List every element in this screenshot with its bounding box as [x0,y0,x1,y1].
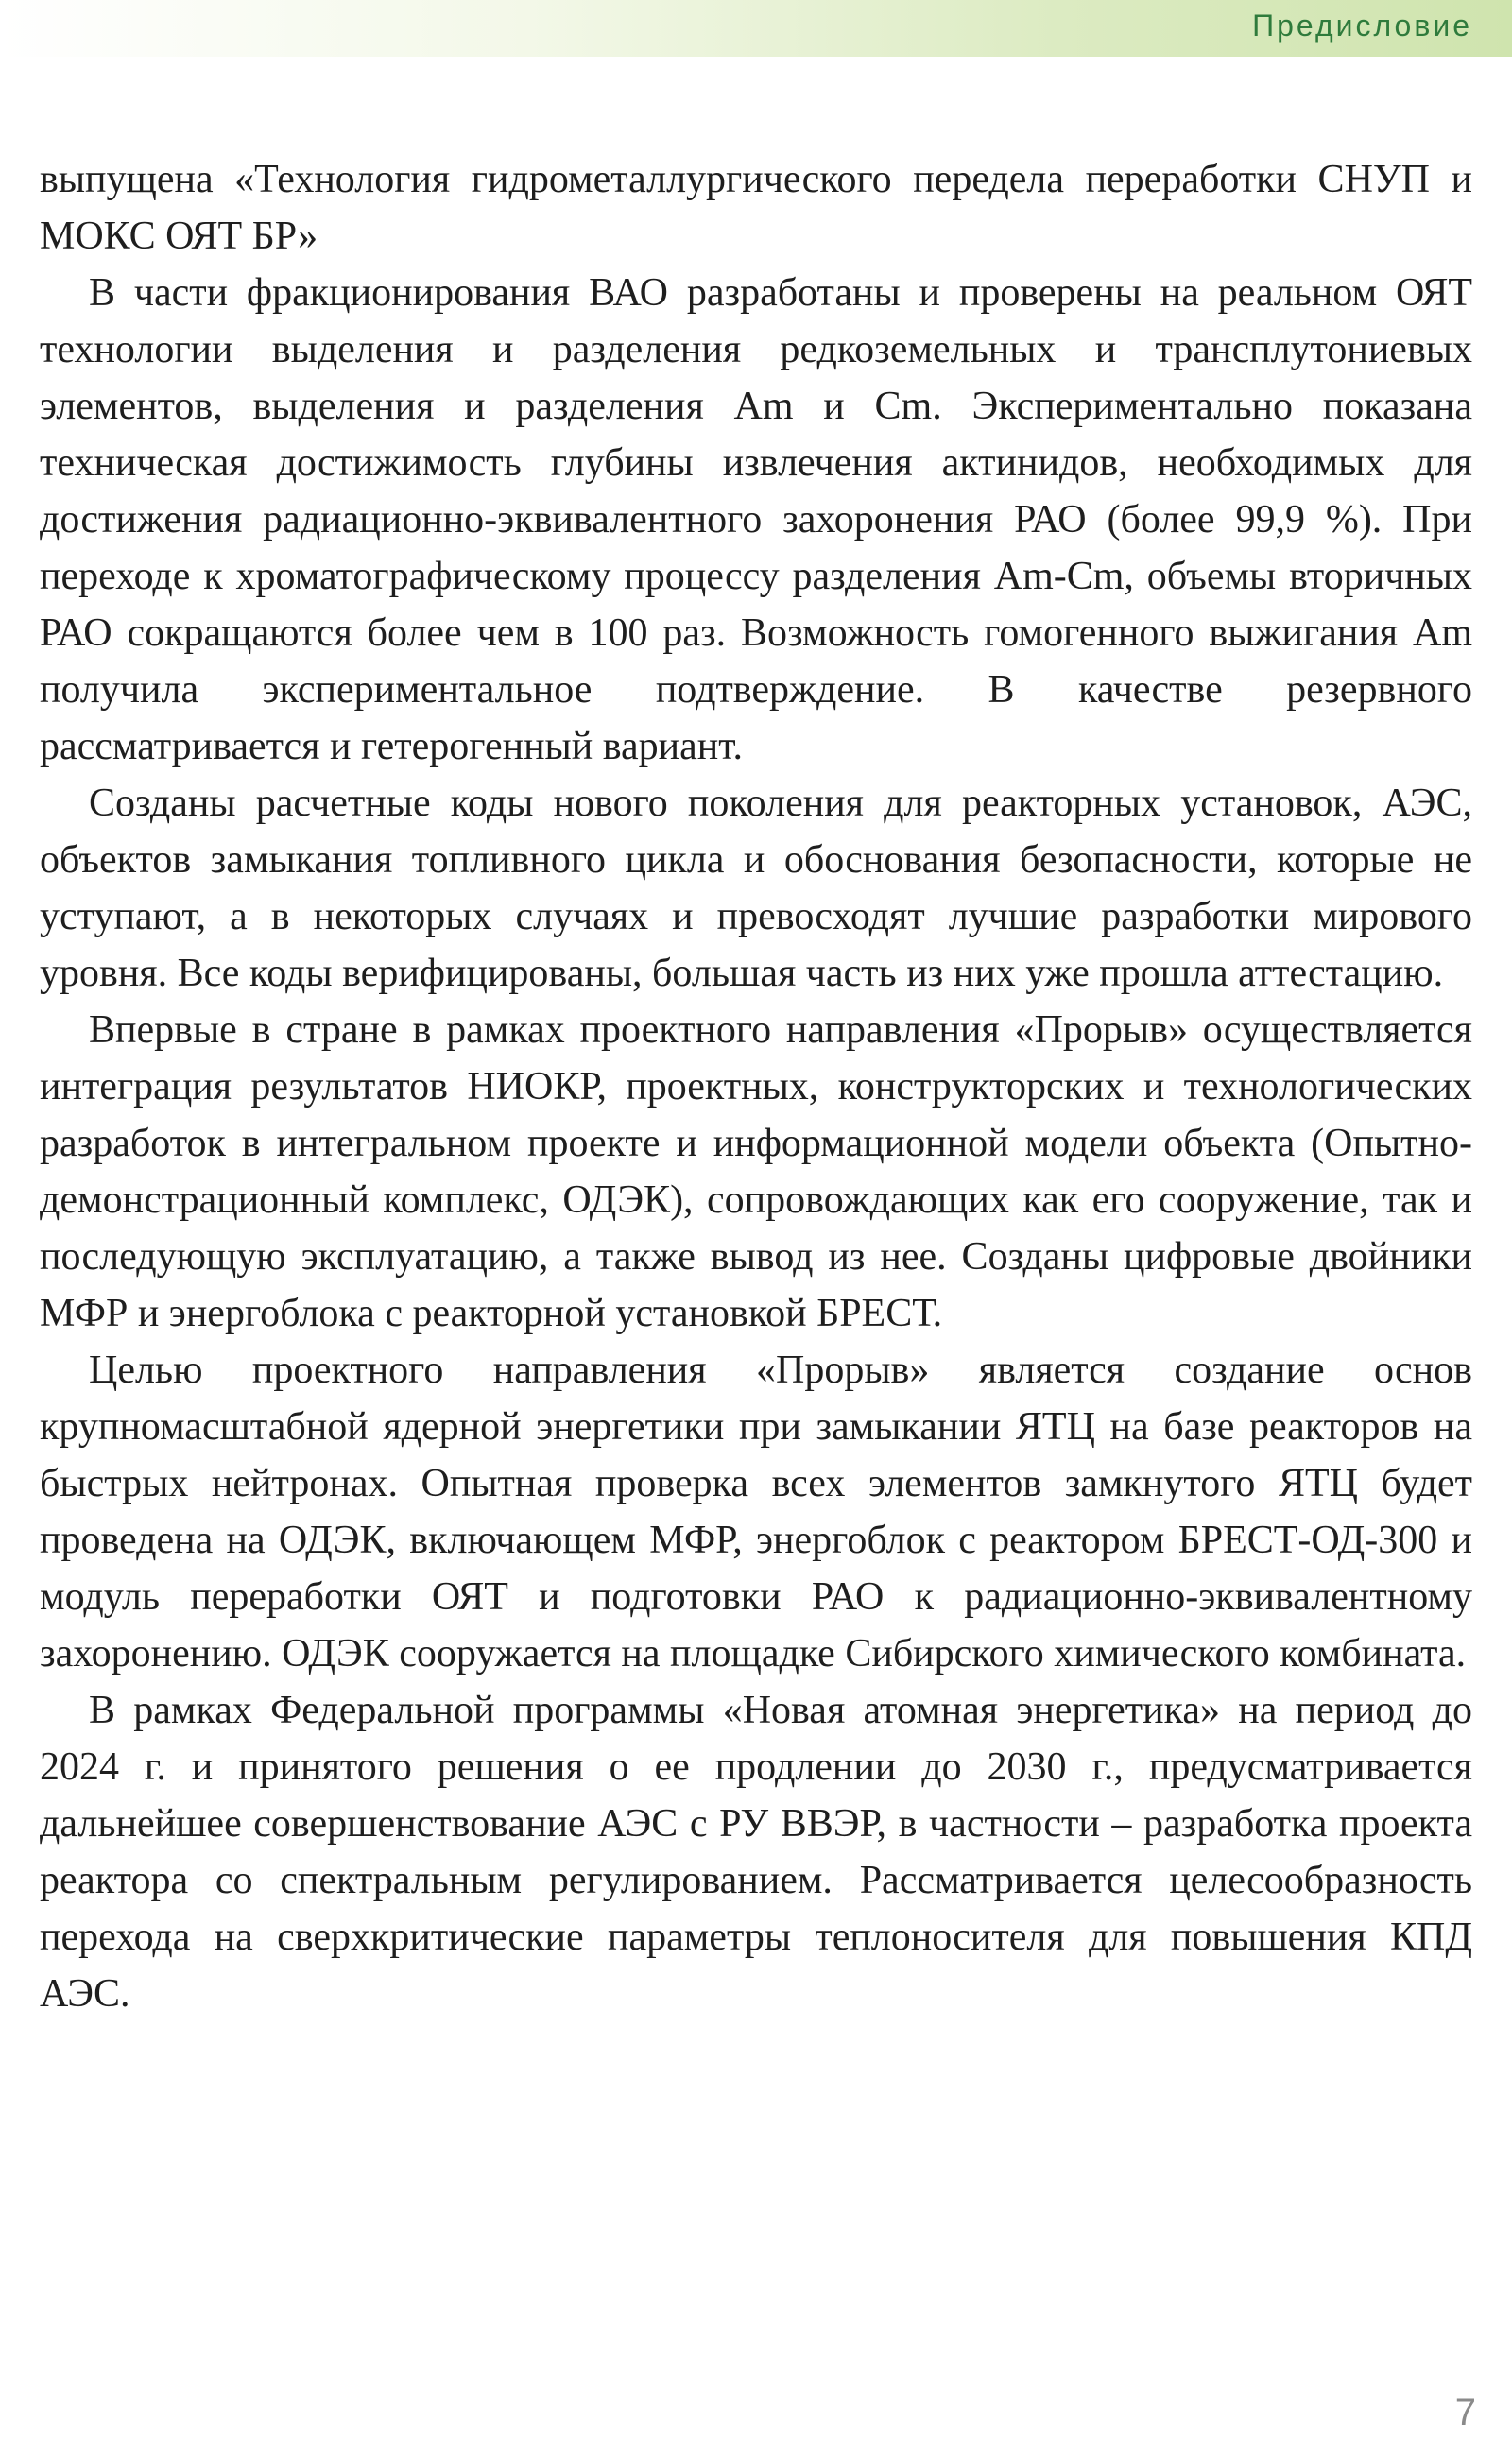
header-band [0,0,1512,57]
paragraph-fractionation: В части фракционирования ВАО разработаны и проверены на реальном ОЯТ технологии выделения и разделения редкоземельных и трансплутониевых элементов, выделения и разделения Am и Cm. Экспериментально показана техническая достижимость глубины извлечения актинидов, необходимых для достижения радиационно-эквивалентного захоронения РАО (более 99,9 %). При переходе к хроматографическому процессу разделения Am-Cm, объемы вторичных РАО сокращаются более чем в 100 раз. Возможность гомогенного выжигания Am получила экспериментальное подтверждение. В качестве резервного рассматривается и гетерогенный вариант. [40,271,1472,768]
body-text [40,151,1472,2022]
page-number: 7 [1454,2392,1476,2433]
paragraph-federal-program: В рамках Федеральной программы «Новая атомная энергетика» на период до 2024 г. и принятого решения о ее продлении до 2030 г., предусматривается дальнейшее совершенствование АЭС с РУ ВВЭР, в частности – разработка проекта реактора со спектральным регулированием. Рассматривается целесообразность перехода на сверхкритические параметры теплоносителя для повышения КПД АЭС. [40,1689,1472,2016]
paragraph-integration: Впервые в стране в рамках проектного направления «Прорыв» осуществляется интеграция результатов НИОКР, проектных, конструкторских и технологических разработок в интегральном проекте и информационной модели объекта (Опытно-демонстрационный комплекс, ОДЭК), сопровождающих как его сооружение, так и последующую эксплуатацию, а также вывод из нее. Созданы цифровые двойники МФР и энергоблока с реакторной установкой БРЕСТ. [40,1008,1472,1335]
section-title: Предисловие [1252,9,1472,43]
paragraph-goal: Целью проектного направления «Прорыв» является создание основ крупномасштабной ядерной энергетики при замыкании ЯТЦ на базе реакторов на быстрых нейтронах. Опытная проверка всех элементов замкнутого ЯТЦ будет проведена на ОДЭК, включающем МФР, энергоблок с реактором БРЕСТ-ОД-300 и модуль переработки ОЯТ и подготовки РАО к радиационно-эквивалентному захоронению. ОДЭК сооружается на площадке Сибирского химического комбината. [40,1349,1472,1675]
paragraph-continued: выпущена «Технология гидрометаллургического передела переработки СНУП и МОКС ОЯТ БР» [40,158,1472,258]
paragraph-codes: Созданы расчетные коды нового поколения для реакторных установок, АЭС, объектов замыкания топливного цикла и обоснования безопасности, которые не уступают, а в некоторых случаях и превосходят лучшие разработки мирового уровня. Все коды верифицированы, большая часть из них уже прошла аттестацию. [40,782,1472,995]
